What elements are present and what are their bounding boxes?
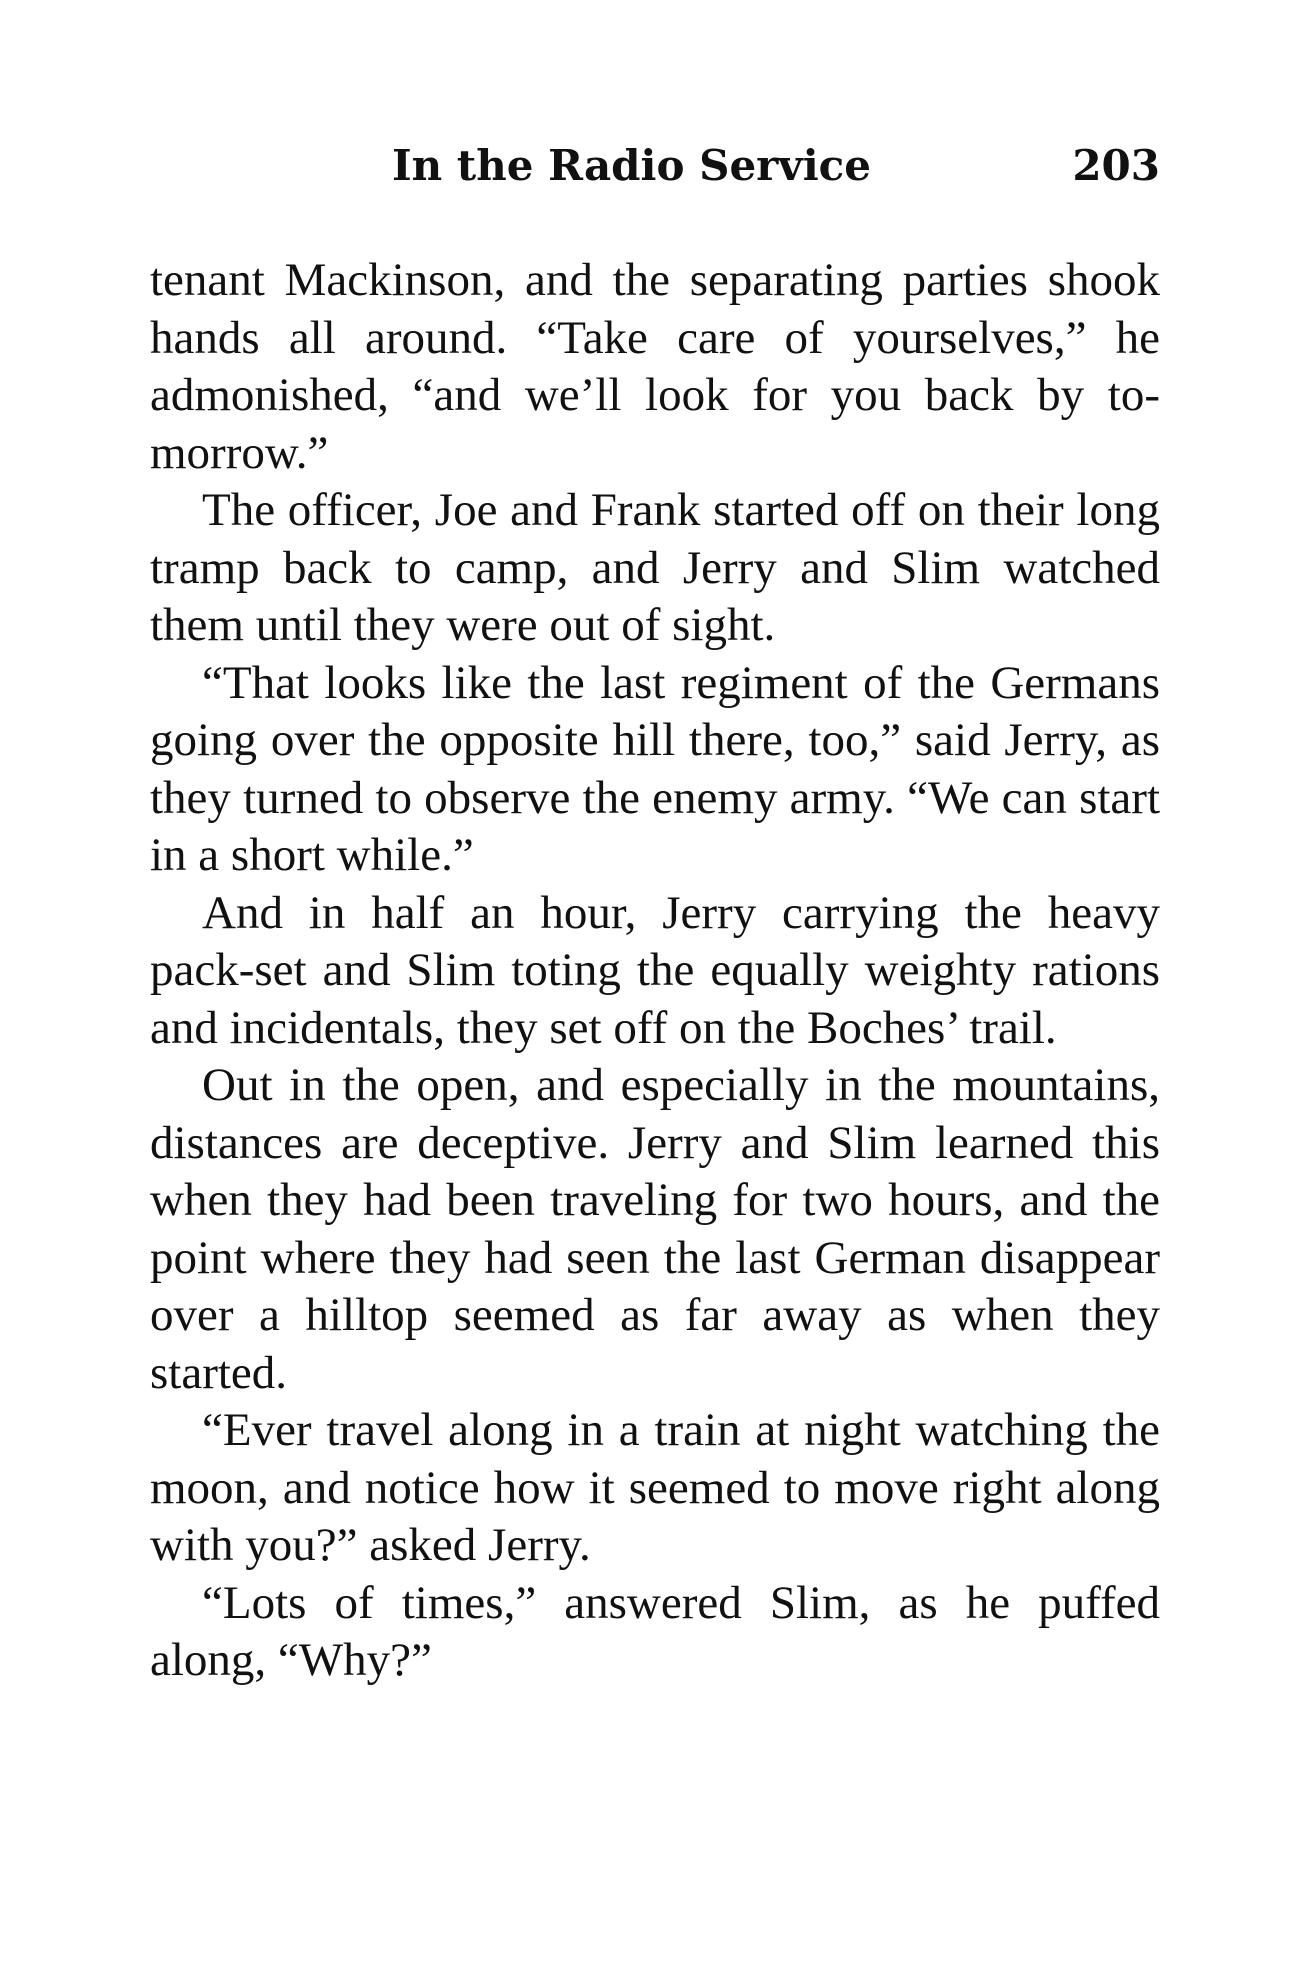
paragraph: And in half an hour, Jerry carrying the heavy pack-set and Slim toting the equally weighty rations and incidentals, they set off on the Boches’ trail. [150, 886, 1160, 1054]
body-text [150, 252, 1160, 1690]
paragraph: tenant Mackinson, and the separating parties shook hands all around. “Take care of yourselves,” he admonished, “and we’ll look for you back by to-morrow.” [150, 254, 1160, 479]
running-header [150, 136, 1160, 196]
running-title: In the Radio Service [392, 141, 871, 190]
paragraph: “Ever travel along in a train at night watching the moon, and notice how it seemed to move right along with you?” asked Jerry. [150, 1404, 1160, 1571]
paragraph: “That looks like the last regiment of the Germans going over the opposite hill there, too,” said Jerry, as they turned to observe the enemy army. “We can start in a short while.” [150, 656, 1160, 881]
paragraph: Out in the open, and especially in the mountains, distances are deceptive. Jerry and Slim learned this when they had been traveling for two hours, and the point where they had seen the last German disappear over a hilltop seemed as far away as when they started. [150, 1059, 1160, 1399]
paragraph: “Lots of times,” answered Slim, as he puffed along, “Why?” [150, 1576, 1160, 1686]
paragraph: The officer, Joe and Frank started off on their long tramp back to camp, and Jerry and Slim watched them until they were out of sight. [150, 484, 1160, 651]
page-number: 203 [1072, 141, 1160, 190]
